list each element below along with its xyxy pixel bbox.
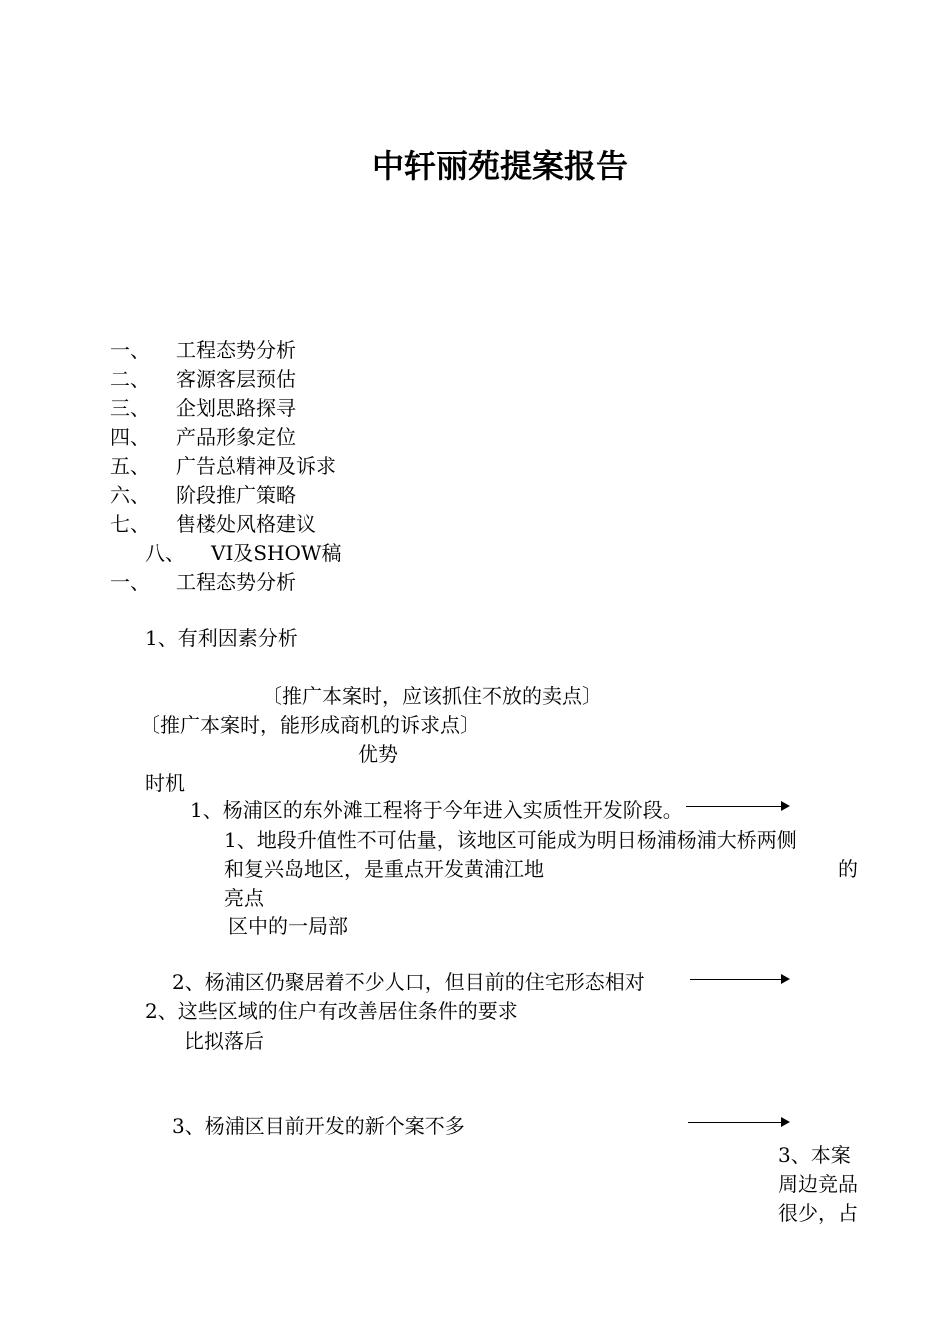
arrow-icon — [686, 806, 788, 807]
column-note-left: 〔推广本案时，应该抓住不放的卖点〕 — [262, 684, 602, 708]
toc-number: 一、 — [110, 338, 150, 362]
page-title: 中轩丽苑提案报告 — [372, 147, 629, 185]
opportunity-item-1-line4: 区中的一局部 — [228, 914, 348, 938]
toc-item-1 — [110, 338, 296, 362]
opportunity-item-1-line2: 和复兴岛地区，是重点开发黄浦江地 — [224, 857, 544, 881]
toc-item-5 — [110, 454, 336, 478]
toc-item-4 — [110, 425, 296, 449]
toc-label: 产品形象定位 — [176, 425, 296, 449]
section-heading — [110, 570, 296, 594]
toc-number: 七、 — [110, 512, 150, 536]
toc-label: 工程态势分析 — [176, 338, 296, 362]
toc-item-7 — [110, 512, 316, 536]
column-note-right: 〔推广本案时，能形成商机的诉求点〕 — [140, 713, 480, 737]
opportunity-item-1-line3: 亮点 — [224, 886, 264, 910]
toc-number: 二、 — [110, 367, 150, 391]
toc-number: 三、 — [110, 396, 150, 420]
advantage-item-3: 3、杨浦区目前开发的新个案不多 — [172, 1114, 465, 1138]
toc-label: 广告总精神及诉求 — [176, 454, 336, 478]
section-label: 工程态势分析 — [176, 570, 296, 594]
advantage-item-1: 1、杨浦区的东外滩工程将于今年进入实质性开发阶段。 — [190, 798, 683, 822]
toc-item-6 — [110, 483, 296, 507]
toc-label: 企划思路探寻 — [176, 396, 296, 420]
toc-number: 四、 — [110, 425, 150, 449]
column-head-opportunity: 时机 — [145, 771, 185, 795]
toc-label: 阶段推广策略 — [176, 483, 296, 507]
subsection-heading: 1、有利因素分析 — [145, 626, 298, 650]
toc-number: 六、 — [110, 483, 150, 507]
opportunity-item-3-line2: 周边竞品 — [778, 1172, 858, 1196]
toc-label: 客源客层预估 — [176, 367, 296, 391]
advantage-item-2: 2、杨浦区仍聚居着不少人口，但目前的住宅形态相对 — [172, 970, 645, 994]
arrow-icon — [688, 1122, 788, 1123]
column-head-advantage: 优势 — [358, 742, 398, 766]
toc-item-3 — [110, 396, 296, 420]
arrow-icon — [690, 979, 788, 980]
section-number: 一、 — [110, 570, 150, 594]
opportunity-item-3-line3: 很少，占 — [778, 1201, 858, 1225]
toc-label: 售楼处风格建议 — [176, 512, 316, 536]
advantage-item-2-continued: 比拟落后 — [184, 1029, 264, 1053]
opportunity-item-2: 2、这些区域的住户有改善居住条件的要求 — [145, 999, 518, 1023]
toc-label: VI及SHOW稿 — [211, 541, 342, 565]
toc-item-2 — [110, 367, 296, 391]
toc-item-8 — [145, 541, 341, 565]
opportunity-item-3-line1: 3、本案 — [778, 1143, 851, 1167]
opportunity-item-1-line1: 1、地段升值性不可估量，该地区可能成为明日杨浦杨浦大桥两侧 — [224, 828, 797, 852]
toc-number: 八、 — [145, 541, 185, 565]
opportunity-item-1-line2-end: 的 — [838, 857, 858, 881]
toc-number: 五、 — [110, 454, 150, 478]
